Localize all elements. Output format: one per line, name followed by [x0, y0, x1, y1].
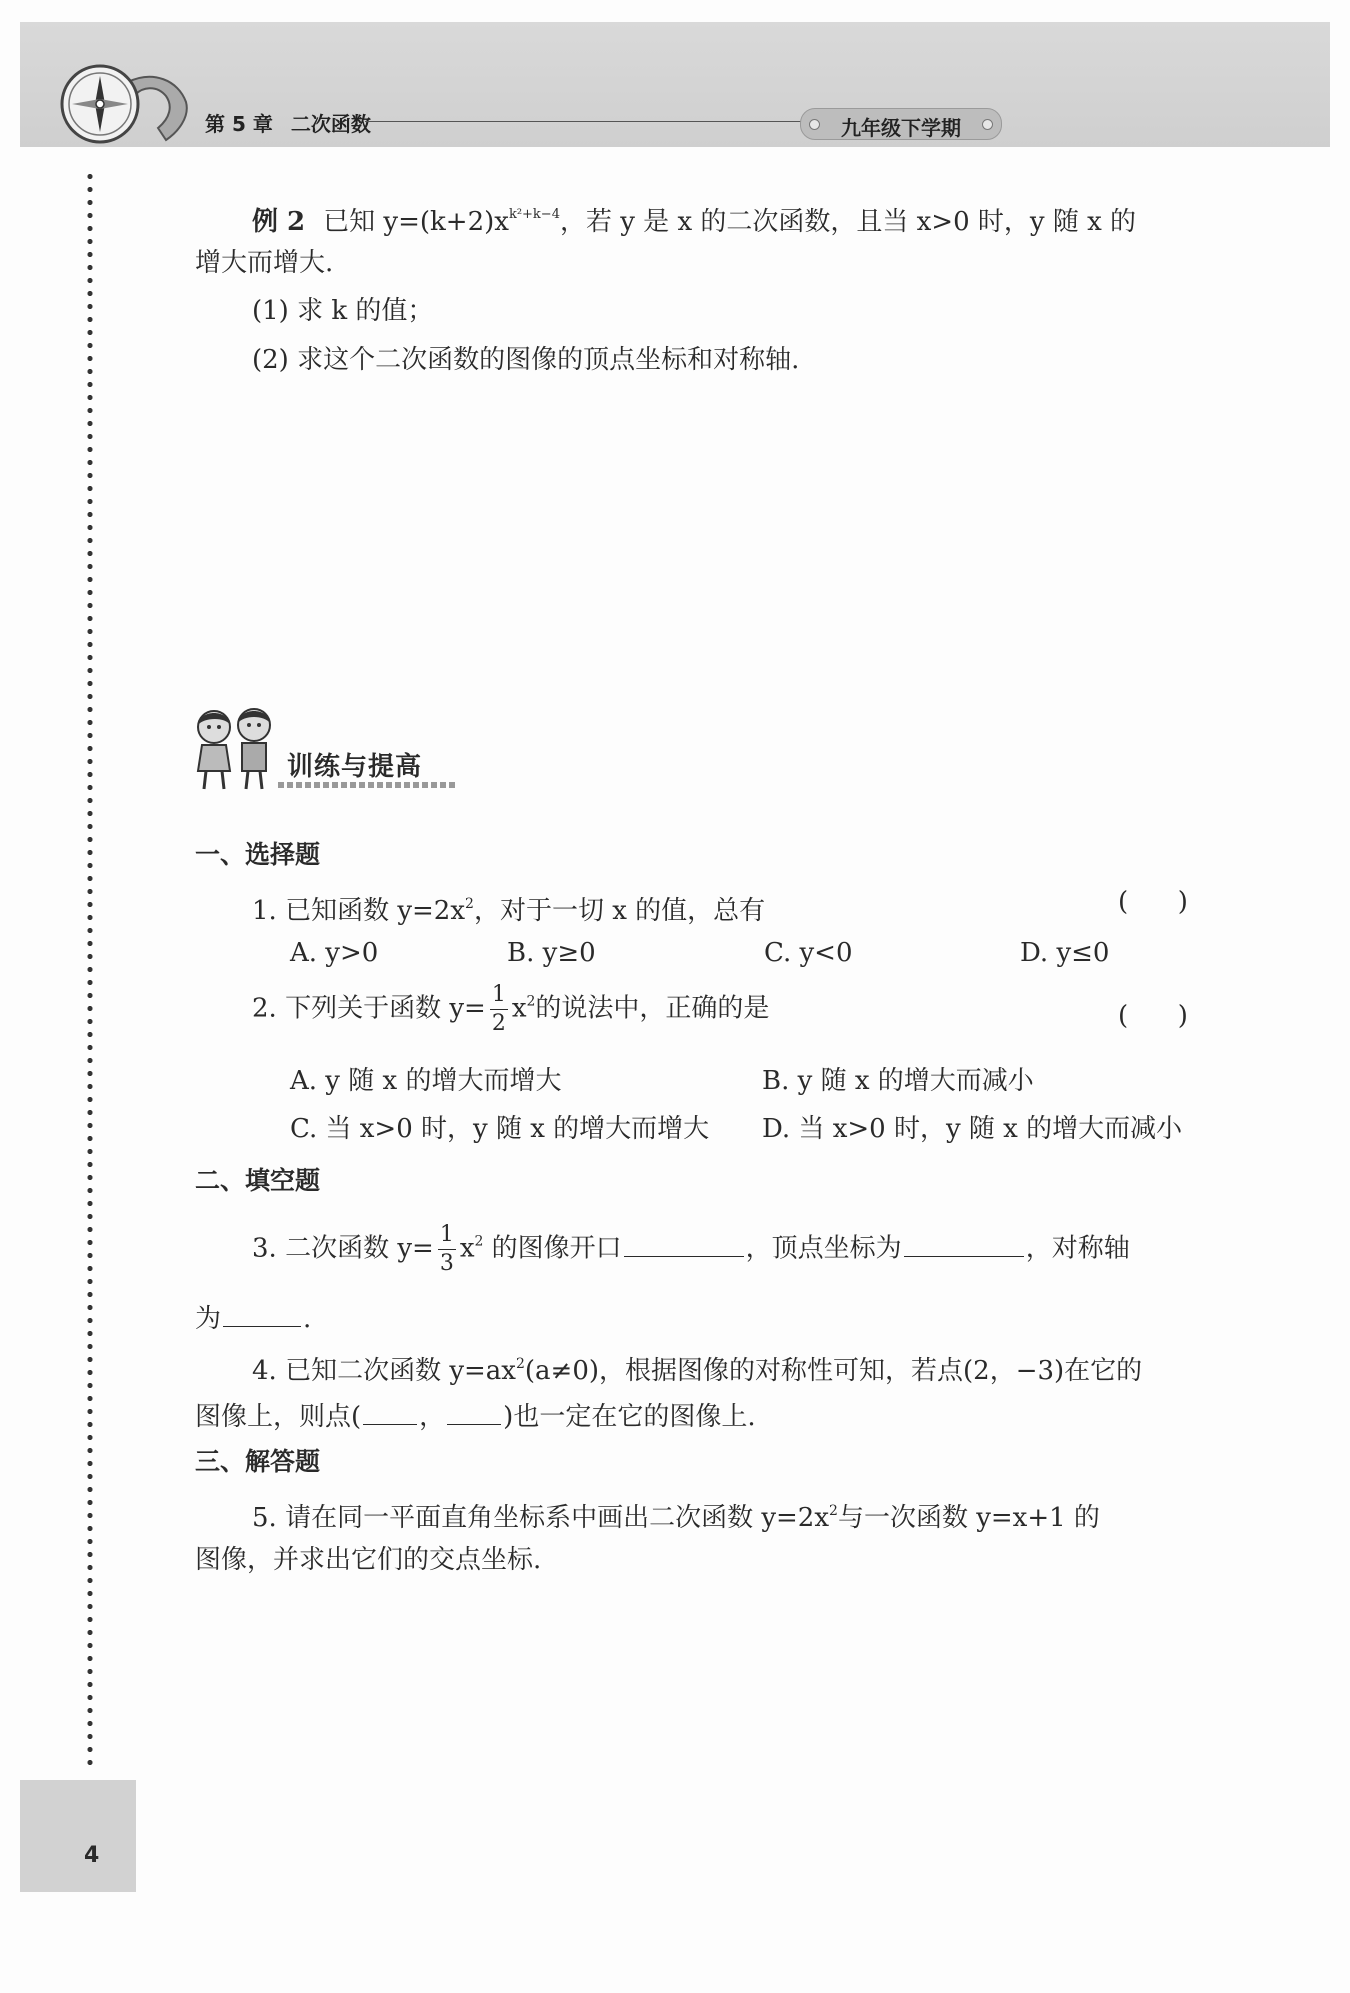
chapter-name: 二次函数: [290, 112, 371, 136]
example-stem-line2: 增大而增大.: [195, 248, 334, 278]
example-question-2: (2) 求这个二次函数的图像的顶点坐标和对称轴.: [252, 345, 800, 375]
chapter-number: 第 5 章: [205, 112, 273, 136]
option-a: A. y>0: [290, 938, 379, 968]
option-b: B. y 随 x 的增大而减小: [762, 1066, 1034, 1096]
answer-blank[interactable]: [363, 1396, 417, 1425]
binding-dotted-line: [86, 170, 94, 1770]
answer-bracket: ( ): [1118, 887, 1188, 917]
question-3-stem-cont: 为 .: [195, 1298, 311, 1336]
example-question-1: (1) 求 k 的值；: [252, 296, 434, 326]
question-4-stem-cont: 图像上，则点( ， )也一定在它的图像上.: [195, 1396, 756, 1434]
grade-badge: [800, 108, 1002, 140]
page-number-tab: [20, 1780, 136, 1892]
answer-blank[interactable]: [624, 1228, 744, 1257]
question-4-stem: 4. 已知二次函数 $y=ax^2(a\ne 0)$，根据图像的对称性可知，若点(2，−3)在它的: [252, 1356, 1143, 1386]
question-2-stem: 2. 下列关于函数 y= $\frac{1}{2}$ $x^2$的说法中，正确的是: [252, 982, 770, 1036]
answer-blank[interactable]: [904, 1228, 1024, 1257]
option-a: A. y 随 x 的增大而增大: [290, 1066, 562, 1096]
section-title-solve: 三、解答题: [195, 1447, 321, 1476]
page-number: 4: [84, 1843, 100, 1868]
example-label: 例 2: [252, 207, 306, 237]
question-3-stem: 3. 二次函数 y= $\frac{1}{3}$ $x^2$ 的图像开口 ，顶点坐标为 ，对称轴: [252, 1222, 1130, 1276]
section-banner-title: 训练与提高: [287, 752, 423, 782]
fraction: $\frac{1}{3}$: [439, 1222, 454, 1276]
exponent: k²+k−4: [508, 207, 560, 222]
option-b: B. y≥0: [507, 938, 596, 968]
question-5-stem: 5. 请在同一平面直角坐标系中画出二次函数 $y=2x^2$与一次函数 y=x+1 的: [252, 1503, 1100, 1533]
banner-underline: [278, 782, 458, 788]
answer-blank[interactable]: [223, 1298, 301, 1327]
option-d: D. 当 x>0 时，y 随 x 的增大而减小: [762, 1114, 1183, 1144]
question-5-stem-cont: 图像，并求出它们的交点坐标.: [195, 1545, 542, 1575]
header-divider: [365, 121, 805, 122]
grade-label: 九年级下学期: [841, 116, 961, 140]
answer-blank[interactable]: [447, 1396, 501, 1425]
fraction: $\frac{1}{2}$: [491, 982, 506, 1036]
question-1-stem: 1. 已知函数 $y=2x^2$，对于一切 x 的值，总有: [252, 896, 766, 926]
example-stem-line1: 例 2 已知 $y=(k+2)x^{k^2+k-4}$，若 y 是 x 的二次函数，且当 x>0 时，y 随 x 的: [252, 207, 1137, 237]
section-title-fill: 二、填空题: [195, 1166, 321, 1195]
section-title-choice: 一、选择题: [195, 840, 321, 869]
option-c: C. 当 x>0 时，y 随 x 的增大而增大: [290, 1114, 710, 1144]
compass-runner-logo: [58, 62, 198, 152]
answer-bracket: ( ): [1118, 1001, 1188, 1031]
chapter-title: [205, 108, 371, 137]
option-d: D. y≤0: [1020, 938, 1110, 968]
option-c: C. y<0: [764, 938, 853, 968]
